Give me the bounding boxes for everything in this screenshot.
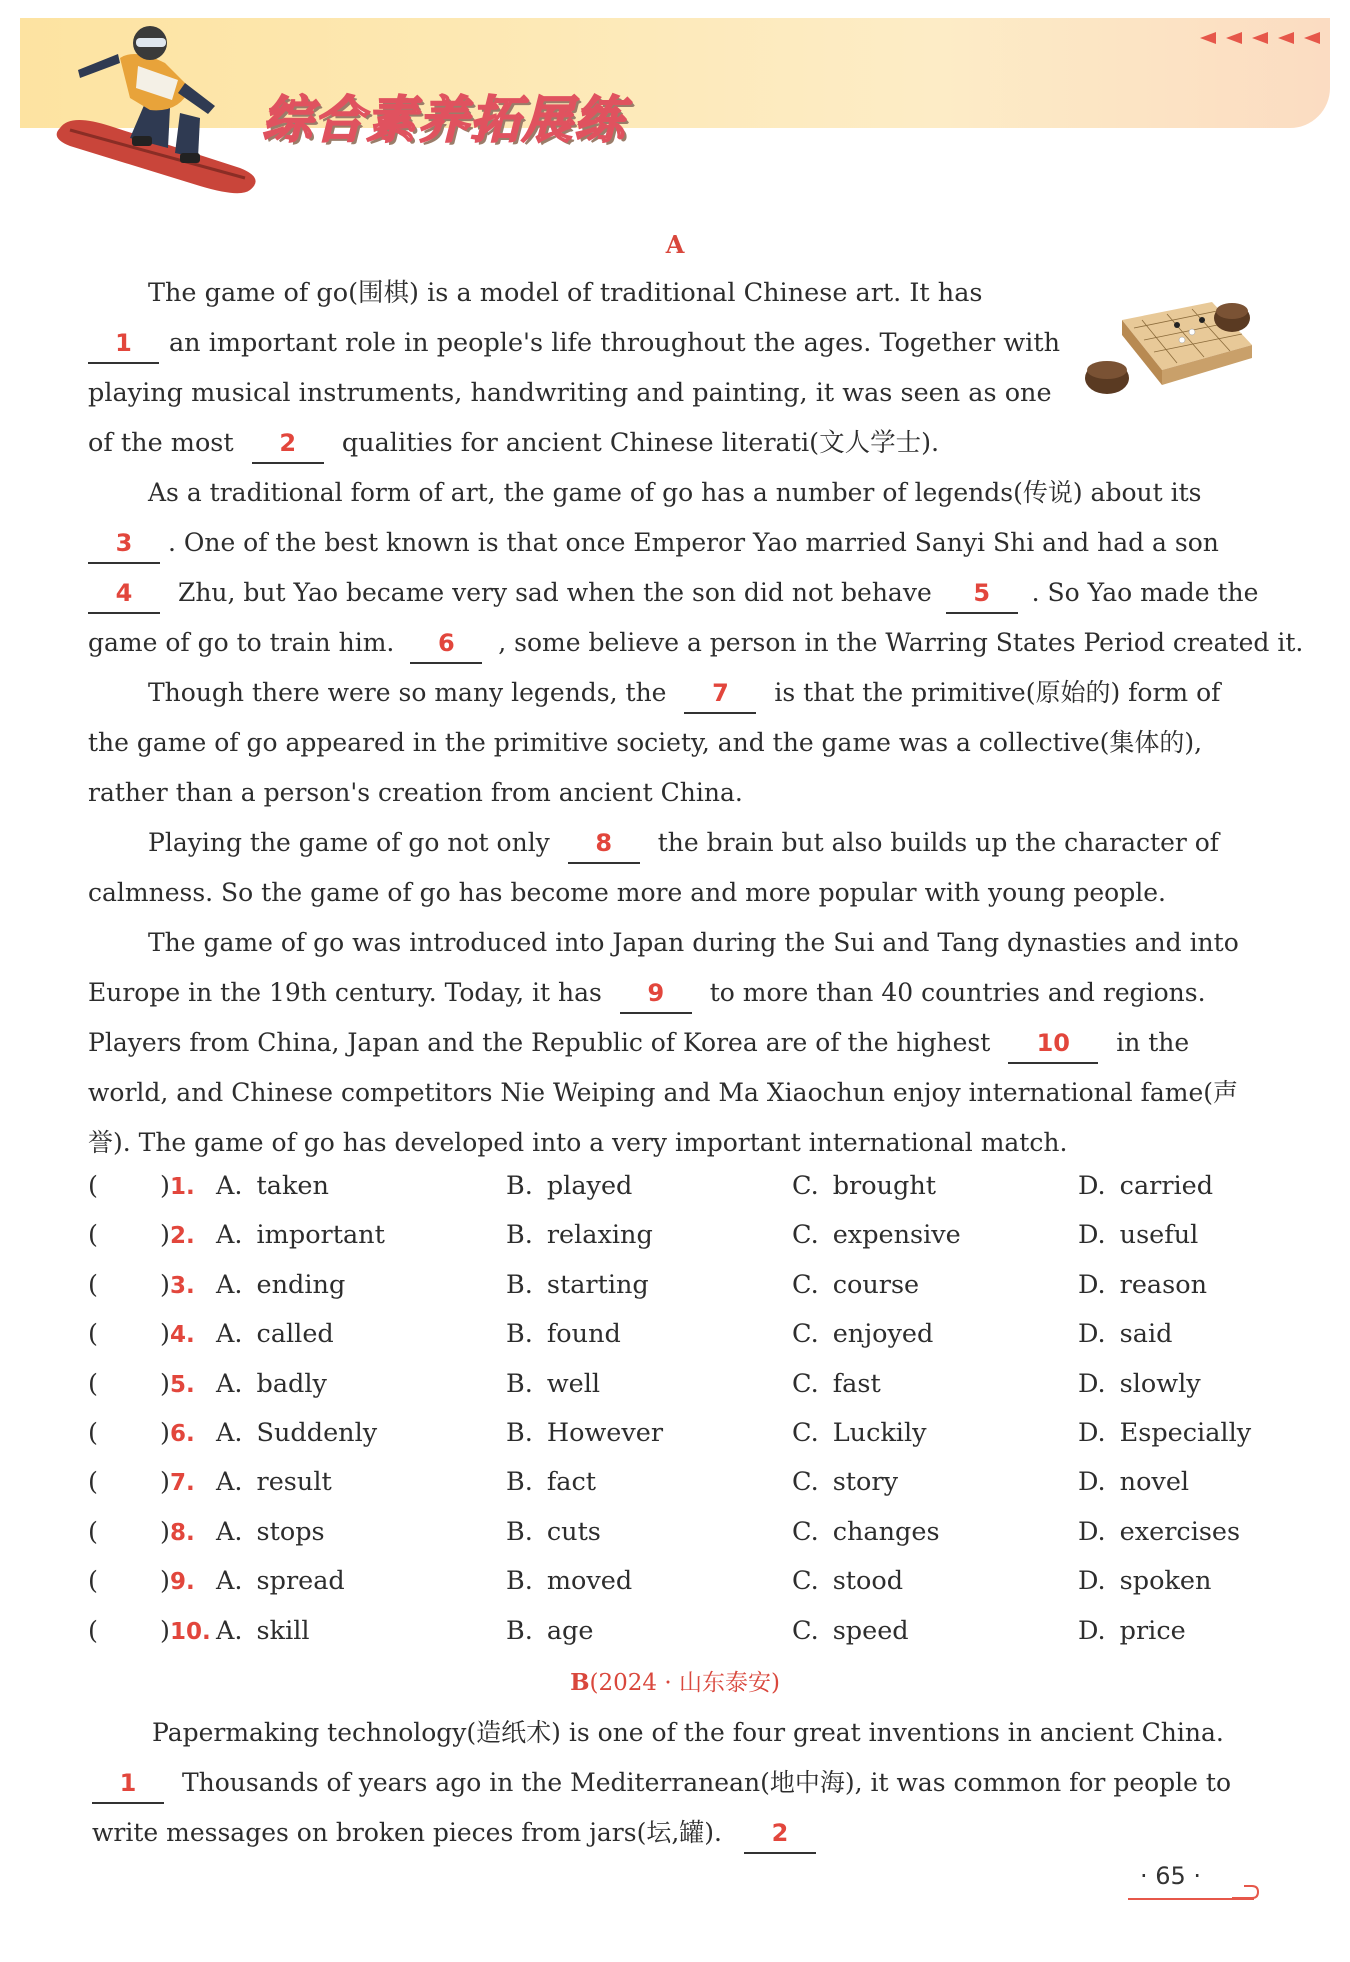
- option-letter: C.: [792, 1418, 819, 1448]
- option-letter: A.: [216, 1566, 243, 1597]
- passage-line: The game of go(围棋) is a model of traditional Chinese art. It has: [148, 278, 983, 308]
- question-number-text: 10.: [169, 1618, 211, 1645]
- passage-line: world, and Chinese competitors Nie Weiping and Ma Xiaochun enjoy international fame(声: [88, 1078, 1239, 1107]
- answer-bracket[interactable]: (: [88, 1516, 98, 1547]
- option-text: starting: [546, 1269, 649, 1300]
- option-text: Luckily: [832, 1418, 927, 1448]
- option-d[interactable]: [1078, 1360, 1201, 1408]
- passage-line: 4 Zhu, but Yao became very sad when the son did not behave 5 . So Yao made the: [88, 568, 1258, 618]
- passage-line: Europe in the 19th century. Today, it has 9 to more than 40 countries and regions.: [88, 968, 1206, 1018]
- option-b[interactable]: [506, 1162, 632, 1210]
- passage-line: The game of go was introduced into Japan during the Sui and Tang dynasties and into: [148, 928, 1239, 957]
- option-d[interactable]: [1078, 1310, 1172, 1358]
- option-letter: B.: [506, 1220, 533, 1251]
- option-text: fact: [546, 1467, 597, 1498]
- part-b-title: B(2024 · 山东泰安): [570, 1669, 780, 1696]
- passage-line: of the most 2 qualities for ancient Chinese literati(文人学士).: [88, 418, 939, 468]
- option-text: called: [256, 1319, 334, 1350]
- go-board-icon: [1082, 290, 1257, 410]
- option-text: relaxing: [546, 1220, 653, 1251]
- option-c[interactable]: [792, 1211, 961, 1259]
- passage-line: playing musical instruments, handwriting and painting, it was seen as one: [88, 378, 1052, 408]
- question-number: [160, 1211, 195, 1260]
- question-number-text: 1.: [169, 1174, 195, 1200]
- option-letter: B.: [506, 1418, 533, 1448]
- option-letter: D.: [1078, 1615, 1106, 1646]
- blank-b-1[interactable]: 1: [92, 1766, 164, 1804]
- answer-bracket-close: ): [160, 1615, 170, 1646]
- question-row: [88, 1162, 1268, 1210]
- option-letter: D.: [1078, 1418, 1106, 1448]
- option-a[interactable]: [216, 1458, 332, 1506]
- question-number: [160, 1261, 195, 1310]
- option-letter: D.: [1078, 1269, 1106, 1300]
- option-b[interactable]: [506, 1211, 653, 1259]
- option-text: useful: [1119, 1220, 1199, 1251]
- option-c[interactable]: [792, 1162, 936, 1210]
- option-letter: D.: [1078, 1516, 1106, 1547]
- option-text: Especially: [1119, 1418, 1252, 1448]
- answer-bracket-close: ): [160, 1516, 170, 1547]
- arrow-curve-icon: [1230, 1880, 1260, 1902]
- passage-line: Though there were so many legends, the 7 is that the primitive(原始的) form of: [148, 668, 1220, 718]
- option-text: enjoyed: [832, 1319, 934, 1350]
- option-text: changes: [832, 1516, 940, 1547]
- blank-9[interactable]: 9: [620, 976, 692, 1014]
- option-d[interactable]: [1078, 1409, 1251, 1457]
- blank-3[interactable]: 3: [88, 526, 160, 564]
- question-number-text: 6.: [169, 1421, 195, 1447]
- option-a[interactable]: [216, 1557, 345, 1605]
- option-letter: C.: [792, 1467, 819, 1498]
- option-letter: B.: [506, 1467, 533, 1498]
- question-number: [160, 1458, 195, 1507]
- option-letter: A.: [216, 1171, 243, 1201]
- question-number-text: 8.: [169, 1519, 195, 1546]
- question-row: [88, 1607, 1268, 1655]
- option-text: stops: [256, 1516, 325, 1547]
- option-b[interactable]: [506, 1360, 600, 1408]
- passage-line: rather than a person's creation from ancient China.: [88, 778, 743, 807]
- option-text: reason: [1119, 1269, 1208, 1300]
- answer-bracket-close: ): [160, 1319, 170, 1350]
- question-number: [160, 1409, 195, 1458]
- option-text: said: [1119, 1319, 1173, 1350]
- blank-10[interactable]: 10: [1008, 1026, 1098, 1064]
- question-number-text: 2.: [169, 1223, 195, 1250]
- option-text: moved: [546, 1566, 633, 1597]
- option-d[interactable]: [1078, 1508, 1240, 1556]
- answer-bracket[interactable]: (: [88, 1566, 98, 1597]
- option-c[interactable]: [792, 1508, 940, 1556]
- question-row: [88, 1557, 1268, 1605]
- passage-line: game of go to train him. 6 , some believe a person in the Warring States Period created it.: [88, 618, 1303, 668]
- option-text: ending: [256, 1269, 346, 1300]
- option-letter: C.: [792, 1368, 819, 1399]
- option-letter: C.: [792, 1269, 819, 1300]
- option-letter: D.: [1078, 1368, 1106, 1399]
- option-c[interactable]: [792, 1607, 909, 1655]
- option-letter: D.: [1078, 1319, 1106, 1350]
- blank-2[interactable]: 2: [252, 426, 324, 464]
- option-letter: C.: [792, 1319, 819, 1350]
- option-text: exercises: [1119, 1516, 1241, 1547]
- question-row: [88, 1211, 1268, 1259]
- option-letter: C.: [792, 1171, 819, 1201]
- passage-line: calmness. So the game of go has become more and more popular with young people.: [88, 878, 1166, 907]
- passage-line: 誉). The game of go has developed into a very important international match.: [88, 1128, 1068, 1157]
- option-a[interactable]: [216, 1211, 385, 1259]
- answer-bracket-close: ): [160, 1566, 170, 1597]
- question-number-text: 3.: [169, 1272, 195, 1299]
- answer-bracket-close: ): [160, 1368, 170, 1399]
- ribbon-arrows-icon: [1200, 32, 1320, 44]
- option-letter: C.: [792, 1566, 819, 1597]
- option-c[interactable]: [792, 1557, 903, 1605]
- option-text: played: [546, 1171, 633, 1201]
- question-number: [160, 1360, 195, 1409]
- blank-7[interactable]: 7: [684, 676, 756, 714]
- option-text: However: [546, 1418, 664, 1448]
- answer-bracket[interactable]: (: [88, 1220, 98, 1251]
- option-text: brought: [832, 1171, 937, 1201]
- option-letter: A.: [216, 1220, 243, 1251]
- option-letter: D.: [1078, 1220, 1106, 1251]
- option-letter: B.: [506, 1319, 533, 1350]
- option-letter: C.: [792, 1516, 819, 1547]
- option-text: stood: [832, 1566, 904, 1597]
- blank-6[interactable]: 6: [410, 626, 482, 664]
- option-text: found: [546, 1319, 621, 1350]
- option-a[interactable]: [216, 1162, 329, 1210]
- passage-line: Papermaking technology(造纸术) is one of the four great inventions in ancient China.: [152, 1718, 1224, 1747]
- option-text: speed: [832, 1615, 909, 1646]
- blank-4[interactable]: 4: [88, 576, 160, 614]
- option-text: expensive: [832, 1220, 961, 1251]
- option-b[interactable]: [506, 1310, 621, 1358]
- option-letter: D.: [1078, 1467, 1106, 1498]
- option-letter: A.: [216, 1418, 243, 1448]
- answer-bracket[interactable]: (: [88, 1418, 98, 1448]
- option-text: carried: [1119, 1171, 1214, 1201]
- option-a[interactable]: [216, 1508, 325, 1556]
- option-letter: B.: [506, 1368, 533, 1399]
- option-a[interactable]: [216, 1607, 310, 1655]
- option-text: story: [832, 1467, 899, 1498]
- option-letter: D.: [1078, 1171, 1106, 1201]
- section-title: 综合素养拓展练: [262, 91, 626, 149]
- answer-bracket-close: ): [160, 1418, 170, 1448]
- option-d[interactable]: [1078, 1458, 1189, 1506]
- option-text: slowly: [1119, 1368, 1201, 1399]
- option-letter: B.: [506, 1171, 533, 1201]
- option-letter: A.: [216, 1467, 243, 1498]
- passage-line: Playing the game of go not only 8 the brain but also builds up the character of: [148, 818, 1219, 868]
- question-row: [88, 1261, 1268, 1309]
- option-text: result: [256, 1467, 332, 1498]
- answer-bracket[interactable]: (: [88, 1615, 98, 1646]
- option-letter: A.: [216, 1269, 243, 1300]
- option-b[interactable]: [506, 1458, 596, 1506]
- question-number: [160, 1162, 195, 1211]
- passage-line: the game of go appeared in the primitive society, and the game was a collective(集体的),: [88, 728, 1203, 757]
- blank-1[interactable]: 1: [88, 326, 159, 364]
- blank-8[interactable]: 8: [568, 826, 640, 864]
- answer-bracket[interactable]: (: [88, 1269, 98, 1300]
- option-text: price: [1119, 1615, 1186, 1646]
- option-d[interactable]: [1078, 1261, 1207, 1309]
- page-number: · 65 ·: [1140, 1862, 1202, 1890]
- option-d[interactable]: [1078, 1557, 1211, 1605]
- option-letter: C.: [792, 1615, 819, 1646]
- answer-bracket-close: ): [160, 1220, 170, 1251]
- question-number-text: 5.: [169, 1371, 195, 1398]
- option-b[interactable]: [506, 1557, 632, 1605]
- option-letter: C.: [792, 1220, 819, 1251]
- option-a[interactable]: [216, 1310, 334, 1358]
- option-a[interactable]: [216, 1409, 377, 1457]
- passage-line: Players from China, Japan and the Republic of Korea are of the highest 10 in the: [88, 1018, 1189, 1068]
- answer-bracket-close: ): [160, 1467, 170, 1498]
- option-b[interactable]: [506, 1409, 663, 1457]
- question-row: [88, 1458, 1268, 1506]
- question-number-text: 9.: [169, 1569, 195, 1596]
- option-d[interactable]: [1078, 1162, 1213, 1210]
- snowboarder-icon: [50, 18, 270, 208]
- option-text: important: [256, 1220, 385, 1251]
- passage-line: 3 . One of the best known is that once Emperor Yao married Sanyi Shi and had a son: [88, 518, 1219, 568]
- option-d[interactable]: [1078, 1607, 1186, 1655]
- option-text: age: [546, 1615, 594, 1646]
- option-text: course: [832, 1269, 920, 1300]
- option-letter: B.: [506, 1566, 533, 1597]
- question-number: [160, 1310, 195, 1359]
- option-c[interactable]: [792, 1360, 881, 1408]
- option-c[interactable]: [792, 1409, 927, 1457]
- question-number-text: 7.: [169, 1470, 195, 1497]
- option-c[interactable]: [792, 1310, 933, 1358]
- passage-line: 1 an important role in people's life throughout the ages. Together with: [88, 318, 1060, 368]
- option-letter: A.: [216, 1319, 243, 1350]
- passage-line: write messages on broken pieces from jars(坛,罐). 2: [92, 1808, 816, 1858]
- option-text: Suddenly: [256, 1418, 378, 1448]
- answer-bracket[interactable]: (: [88, 1319, 98, 1350]
- option-text: cuts: [546, 1516, 601, 1547]
- option-text: spoken: [1119, 1566, 1212, 1597]
- option-text: fast: [832, 1368, 881, 1399]
- option-letter: A.: [216, 1368, 243, 1399]
- question-row: [88, 1360, 1268, 1408]
- question-number-text: 4.: [169, 1322, 195, 1349]
- option-c[interactable]: [792, 1458, 898, 1506]
- option-letter: B.: [506, 1615, 533, 1646]
- passage-line: 1 Thousands of years ago in the Mediterranean(地中海), it was common for people to: [92, 1758, 1231, 1808]
- option-a[interactable]: [216, 1360, 327, 1408]
- option-b[interactable]: [506, 1607, 593, 1655]
- option-letter: B.: [506, 1269, 533, 1300]
- option-text: badly: [256, 1368, 327, 1399]
- option-text: taken: [256, 1171, 329, 1201]
- answer-bracket[interactable]: (: [88, 1171, 98, 1201]
- question-number: [160, 1557, 195, 1606]
- question-row: [88, 1409, 1268, 1457]
- part-a-title: A: [665, 230, 685, 259]
- answer-bracket-close: ): [160, 1269, 170, 1300]
- question-row: [88, 1310, 1268, 1358]
- option-letter: B.: [506, 1516, 533, 1547]
- option-letter: A.: [216, 1516, 243, 1547]
- question-number: [160, 1508, 195, 1557]
- option-a[interactable]: [216, 1261, 345, 1309]
- blank-b-2[interactable]: 2: [744, 1816, 816, 1854]
- passage-line: As a traditional form of art, the game of go has a number of legends(传说) about its: [148, 478, 1202, 507]
- option-text: well: [546, 1368, 601, 1399]
- option-text: novel: [1119, 1467, 1190, 1498]
- answer-bracket[interactable]: (: [88, 1467, 98, 1498]
- option-c[interactable]: [792, 1261, 919, 1309]
- answer-bracket[interactable]: (: [88, 1368, 98, 1399]
- option-b[interactable]: [506, 1261, 649, 1309]
- option-d[interactable]: [1078, 1211, 1198, 1259]
- answer-bracket-close: ): [160, 1171, 170, 1201]
- option-text: spread: [256, 1566, 345, 1597]
- option-b[interactable]: [506, 1508, 601, 1556]
- question-row: [88, 1508, 1268, 1556]
- option-letter: D.: [1078, 1566, 1106, 1597]
- option-letter: A.: [216, 1615, 243, 1646]
- option-text: skill: [256, 1615, 310, 1646]
- blank-5[interactable]: 5: [946, 576, 1018, 614]
- question-number: [160, 1607, 211, 1656]
